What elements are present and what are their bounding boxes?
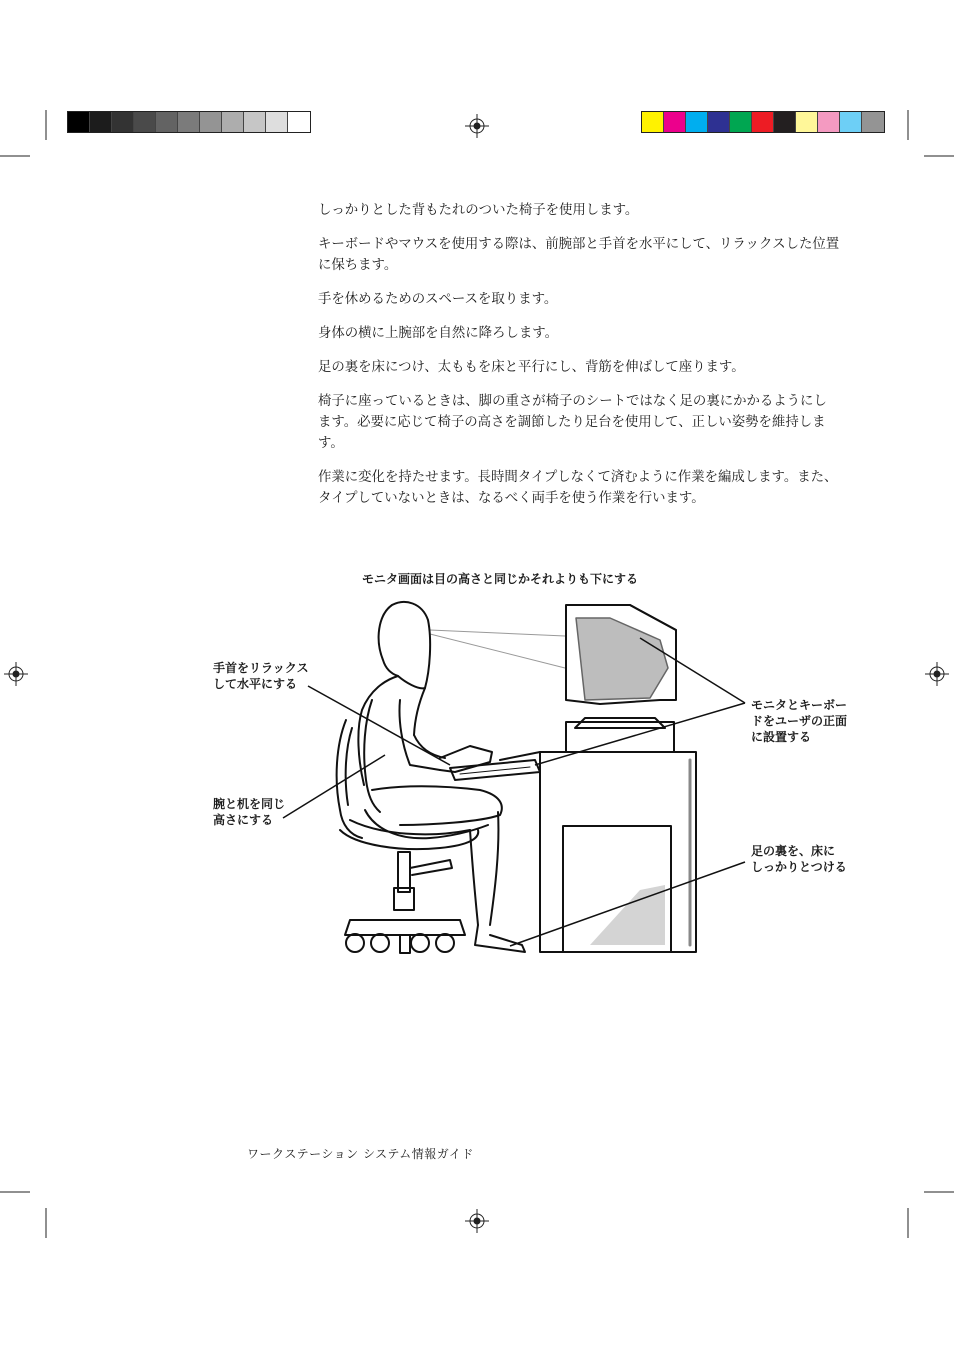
paragraph: キーボードやマウスを使用する際は、前腕部と手首を水平にして、リラックスした位置に保ちます。 bbox=[318, 237, 840, 273]
footer-title: ワークステーション システム情報ガイド bbox=[247, 1147, 474, 1161]
figure-caption-monitor-height: モニタ画面は目の高さと同じかそれよりも下にする bbox=[362, 572, 639, 586]
callout-wrist-relaxed: 手首をリラックス して水平にする bbox=[213, 661, 309, 691]
paragraph: 足の裏を床につけ、太ももを床と平行にし、背筋を伸ばして座ります。 bbox=[318, 360, 745, 375]
paragraph: 手を休めるためのスペースを取ります。 bbox=[318, 292, 558, 307]
callout-feet-flat: 足の裏を、床に しっかりとつける bbox=[751, 844, 847, 874]
paragraph: しっかりとした背もたれのついた椅子を使用します。 bbox=[318, 203, 639, 218]
paragraph: 身体の横に上腕部を自然に降ろします。 bbox=[318, 326, 558, 341]
callout-monitor-keyboard-front: モニタとキーボー ドをユーザの正面 に設置する bbox=[751, 698, 848, 744]
paragraph: 作業に変化を持たせます。長時間タイプしなくて済むように作業を編成します。また、タイプしていないときは、なるべく両手を使う作業を行います。 bbox=[318, 470, 838, 506]
callout-arm-desk-height: 腕と机を同じ 高さにする bbox=[213, 797, 286, 827]
paragraph: 椅子に座っているときは、脚の重さが椅子のシートではなく足の裏にかかるようにします。必要に応じて椅子の高さを調節したり足台を使用して、正しい姿勢を維持します。 bbox=[318, 394, 827, 451]
